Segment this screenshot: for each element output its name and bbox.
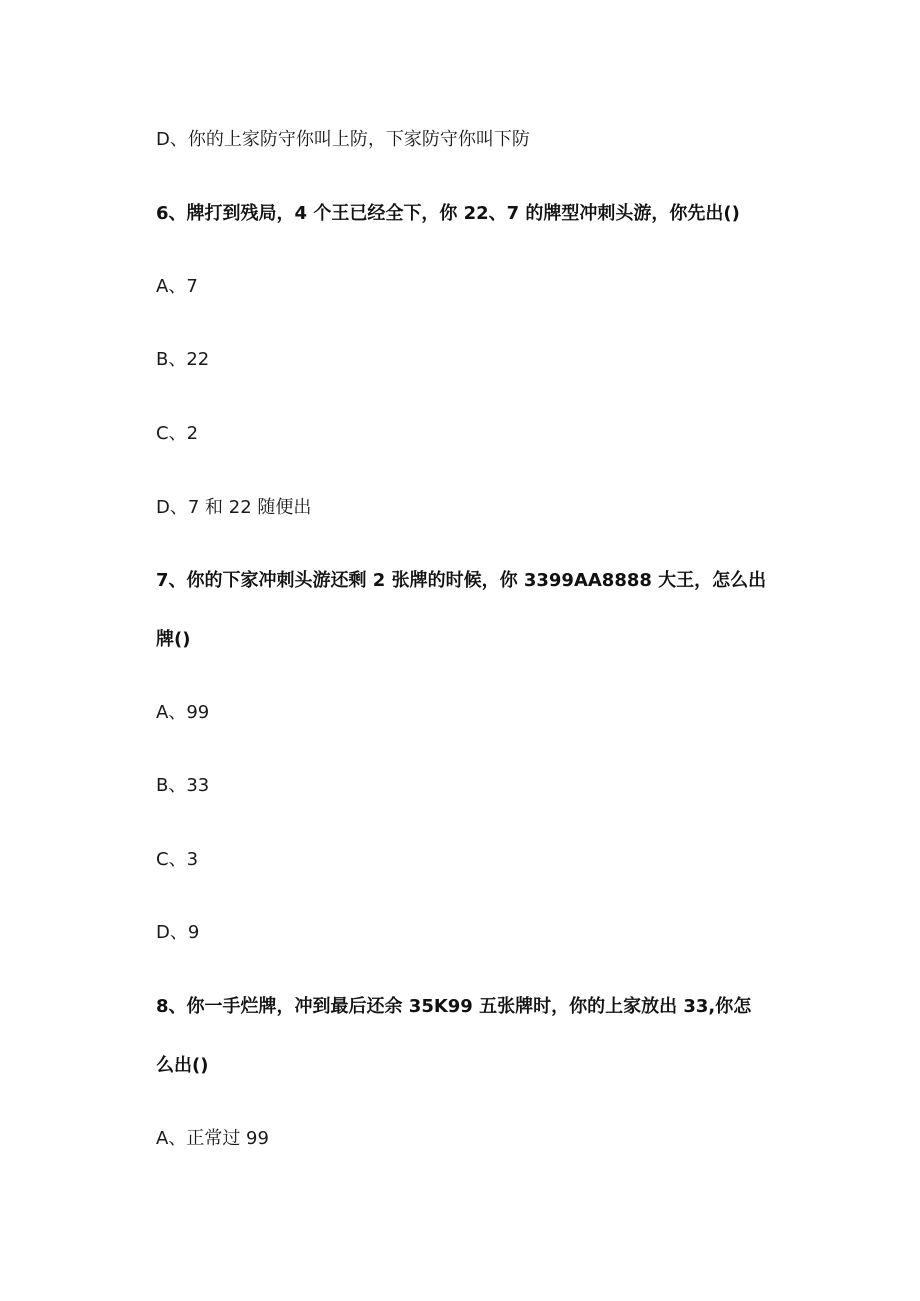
- q6-option-a: A、7: [156, 276, 198, 297]
- q7-option-b: B、33: [156, 775, 210, 796]
- q7-option-c: C、3: [156, 849, 199, 870]
- q7-option-d: D、9: [156, 922, 200, 943]
- q7-question-line2: 牌(): [156, 629, 191, 650]
- q8-question-line2: 么出(): [156, 1055, 209, 1076]
- q6-option-b: B、22: [156, 349, 210, 370]
- q6-question: 6、牌打到残局，4 个王已经全下，你 22、7 的牌型冲刺头游，你先出(): [156, 203, 740, 224]
- q6-option-c: C、2: [156, 423, 199, 444]
- q7-question-line1: 7、你的下家冲刺头游还剩 2 张牌的时候，你 3399AA8888 大王，怎么出: [156, 570, 767, 591]
- q7-option-a: A、99: [156, 702, 210, 723]
- q6-option-d: D、7 和 22 随便出: [156, 497, 312, 518]
- q8-question-line1: 8、你一手烂牌，冲到最后还余 35K99 五张牌时，你的上家放出 33,你怎: [156, 996, 752, 1017]
- q8-option-a: A、正常过 99: [156, 1128, 269, 1149]
- q5-option-d: D、你的上家防守你叫上防，下家防守你叫下防: [156, 129, 530, 150]
